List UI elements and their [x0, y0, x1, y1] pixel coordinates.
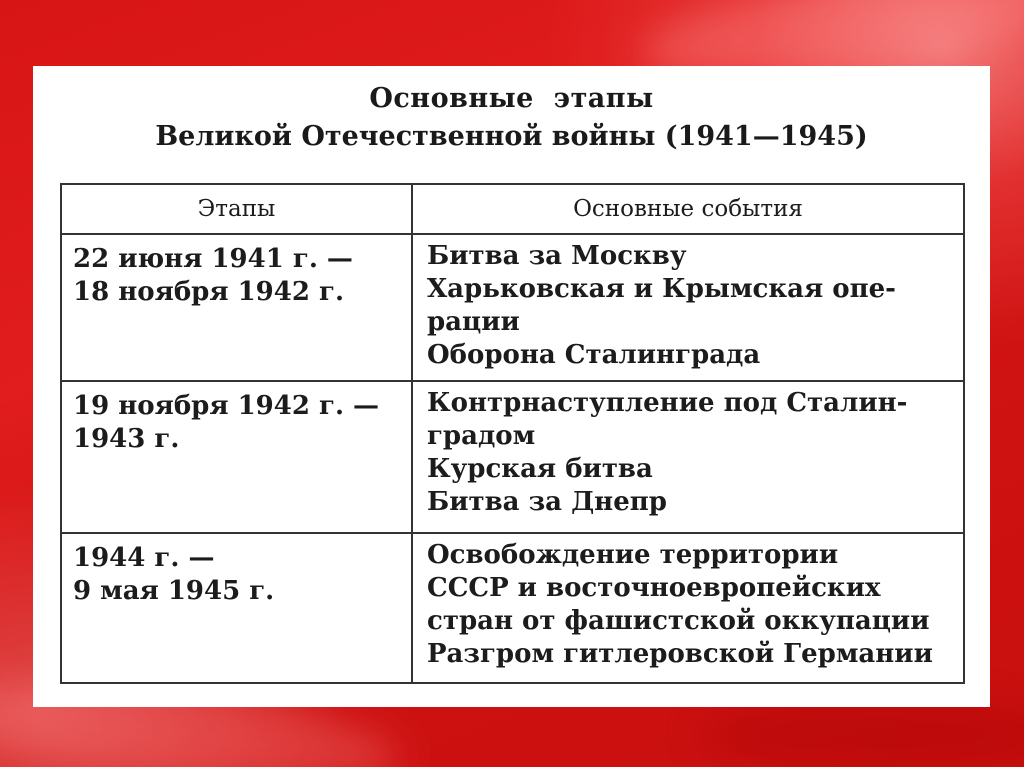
event-line: Контрнаступление под Сталин- [427, 388, 908, 418]
table-row [61, 533, 964, 683]
event-line: градом [427, 421, 536, 451]
document-sheet [33, 66, 990, 707]
event-line: Битва за Москву [427, 241, 687, 271]
stages-table [60, 183, 965, 684]
period-cell [61, 533, 412, 683]
event-line: Курская битва [427, 454, 653, 484]
background-shadow [700, 700, 1024, 767]
period-cell [61, 234, 412, 381]
event-line: Харьковская и Крымская опе- [427, 274, 896, 304]
period-cell [61, 381, 412, 533]
events-cell [412, 234, 964, 381]
event-line: рации [427, 307, 520, 337]
table-header-row [61, 184, 964, 234]
column-header-stages: Этапы [61, 184, 412, 234]
events-cell [412, 533, 964, 683]
period-line: 1944 г. — [73, 543, 215, 573]
table-row [61, 381, 964, 533]
period-line: 22 июня 1941 г. — [73, 244, 353, 274]
table-row [61, 234, 964, 381]
document-title [33, 80, 990, 156]
column-header-events: Основные события [412, 184, 964, 234]
title-line-1: Основные этапы [369, 83, 654, 114]
event-line: Освобождение территории [427, 540, 839, 570]
period-line: 18 ноября 1942 г. [73, 277, 344, 307]
event-line: Разгром гитлеровской Германии [427, 639, 933, 669]
event-line: СССР и восточноевропейских [427, 573, 881, 603]
period-line: 1943 г. [73, 424, 180, 454]
title-line-2: Великой Отечественной войны (1941—1945) [155, 121, 868, 152]
event-line: Битва за Днепр [427, 487, 667, 517]
events-cell [412, 381, 964, 533]
event-line: стран от фашистской оккупации [427, 606, 930, 636]
event-line: Оборона Сталинграда [427, 340, 761, 370]
period-line: 9 мая 1945 г. [73, 576, 275, 606]
period-line: 19 ноября 1942 г. — [73, 391, 380, 421]
